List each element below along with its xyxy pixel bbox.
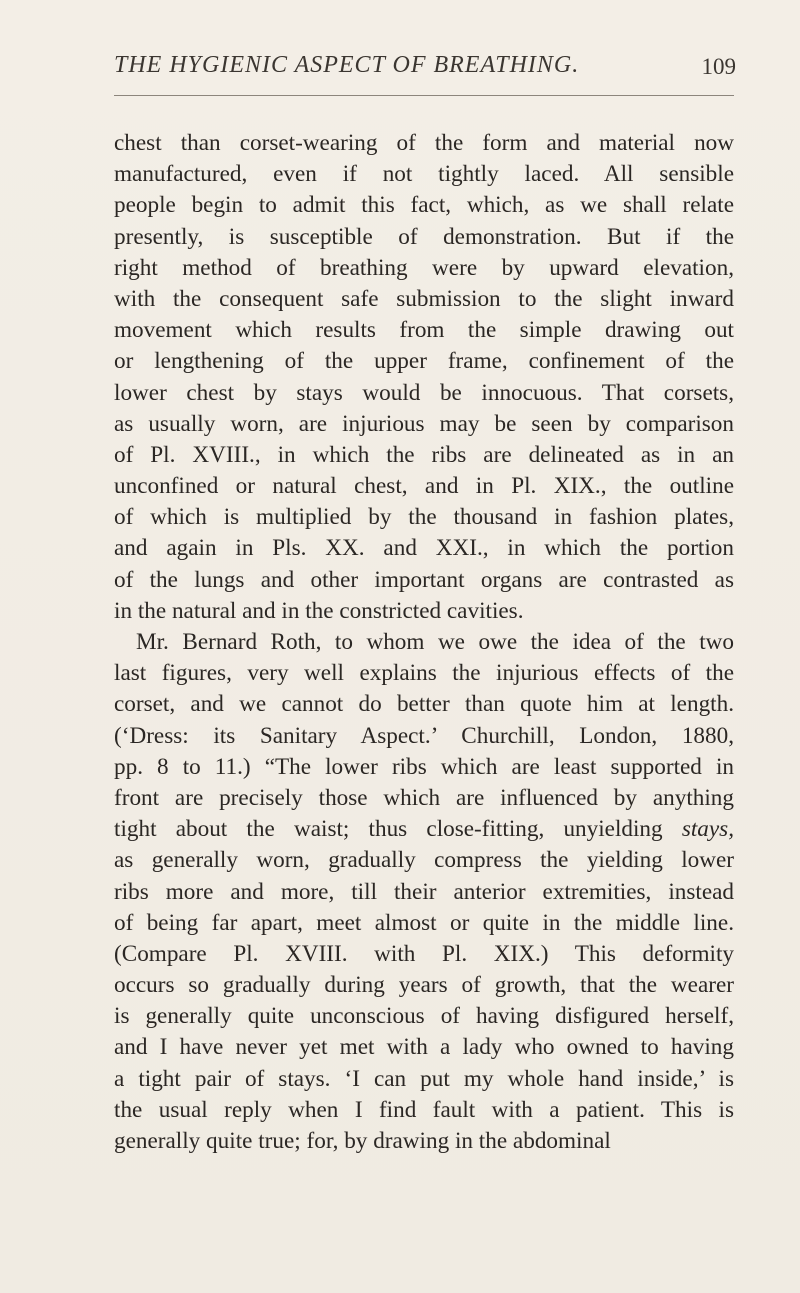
text-line: presently, is susceptible of demonstration. But if the (114, 223, 734, 250)
text-line: (Compare Pl. XVIII. with Pl. XIX.) This deformity (114, 940, 734, 967)
body-text (114, 128, 734, 1157)
text-line: of being far apart, meet almost or quite in the middle line. (114, 909, 734, 936)
text-line-with-italic (114, 814, 734, 845)
text-line: movement which results from the simple drawing out (114, 317, 734, 344)
text-line: front are precisely those which are influenced by anything (114, 784, 734, 811)
text-segment: tight about the waist; thus close-fitting, unyielding (114, 816, 663, 843)
text-line: of Pl. XVIII., in which the ribs are delineated as in an (114, 441, 734, 468)
text-line: and again in Pls. XX. and XXI., in which the portion (114, 535, 734, 562)
text-line: right method of breathing were by upward elevation, (114, 254, 734, 281)
text-line: occurs so gradually during years of growth, that the wearer (114, 972, 734, 999)
text-line: with the consequent safe submission to the slight inward (114, 285, 734, 312)
text-line: of the lungs and other important organs are contrasted as (114, 566, 734, 593)
text-line: corset, and we cannot do better than quote him at length. (114, 691, 734, 718)
text-line: lower chest by stays would be innocuous. That corsets, (114, 379, 734, 406)
page-header (0, 52, 800, 92)
text-line: people begin to admit this fact, which, as we shall relate (114, 192, 734, 219)
italic-word: stays, (681, 816, 734, 843)
text-line: or lengthening of the upper frame, confinement of the (114, 348, 734, 375)
text-line: pp. 8 to 11.) “The lower ribs which are least supported in (114, 753, 734, 780)
running-head: THE HYGIENIC ASPECT OF BREATHING. (114, 52, 580, 78)
page-number: 109 (701, 54, 736, 79)
text-line: a tight pair of stays. ‘I can put my whole hand inside,’ is (114, 1065, 734, 1092)
header-rule (114, 95, 734, 96)
text-line: unconfined or natural chest, and in Pl. XIX., the outline (114, 473, 734, 500)
text-line: the usual reply when I find fault with a patient. This is (114, 1096, 734, 1123)
text-line: Mr. Bernard Roth, to whom we owe the idea of the two (136, 629, 734, 655)
text-line: of which is multiplied by the thousand in fashion plates, (114, 504, 734, 531)
text-line: (‘Dress: its Sanitary Aspect.’ Churchill, London, 1880, (114, 722, 734, 749)
text-line: as generally worn, gradually compress the yielding lower (114, 847, 734, 874)
text-line: is generally quite unconscious of having disfigured herself, (114, 1003, 734, 1030)
text-line: last figures, very well explains the injurious effects of the (114, 660, 734, 687)
text-line: manufactured, even if not tightly laced. All sensible (114, 161, 734, 188)
text-line: and I have never yet met with a lady who owned to having (114, 1034, 734, 1061)
text-line: chest than corset-wearing of the form and material now (114, 130, 734, 156)
text-line: ribs more and more, till their anterior extremities, instead (114, 878, 734, 905)
text-line: as usually worn, are injurious may be seen by comparison (114, 410, 734, 437)
text-line: in the natural and in the constricted cavities. (114, 597, 524, 624)
text-line: generally quite true; for, by drawing in the abdominal (114, 1128, 611, 1154)
